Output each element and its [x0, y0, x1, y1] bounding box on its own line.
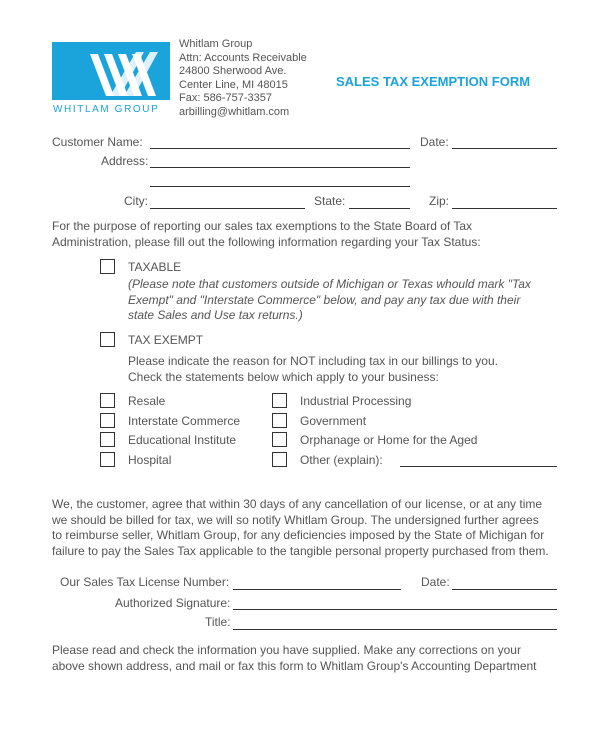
address-line: 24800 Sherwood Ave.	[179, 65, 287, 78]
intro-line: Administration, please fill out the following information regarding your Tax Status:	[52, 234, 481, 249]
tax-exempt-note-line: Check the statements below which apply to your business:	[128, 369, 439, 384]
license-number-label: Our Sales Tax License Number:	[60, 575, 230, 589]
agreement-line: We, the customer, agree that within 30 days of any cancellation of our license, or at any time	[52, 497, 543, 511]
company-address	[179, 38, 307, 120]
intro-paragraph	[52, 219, 481, 250]
taxable-checkbox[interactable]	[100, 259, 115, 274]
taxable-note-line: Exempt" and "Interstate Commerce" below, and pay any tax due with their	[128, 292, 521, 307]
zip-label: Zip:	[429, 194, 450, 208]
hospital-label: Hospital	[128, 453, 172, 467]
other-explain-field[interactable]	[400, 466, 557, 467]
form-title: SALES TAX EXEMPTION FORM	[336, 74, 531, 89]
industrial-processing-checkbox[interactable]	[272, 393, 287, 408]
interstate-commerce-label: Interstate Commerce	[128, 414, 241, 428]
hospital-checkbox[interactable]	[100, 452, 115, 467]
customer-name-field[interactable]	[150, 148, 410, 149]
agreement-line: we should be billed for tax, we will so notify Whitlam Group. The undersigned further agrees	[52, 512, 539, 527]
license-number-field[interactable]	[233, 589, 401, 590]
authorized-signature-label: Authorized Signature:	[115, 596, 231, 610]
address-line: Attn: Accounts Receivable	[179, 51, 307, 64]
government-checkbox[interactable]	[272, 413, 287, 428]
title-label: Title:	[205, 615, 231, 629]
signature-date-label: Date:	[421, 575, 450, 589]
taxable-note-line: state Sales and Use tax returns.)	[128, 308, 303, 322]
address-field-2[interactable]	[150, 186, 410, 187]
taxable-label: TAXABLE	[128, 260, 182, 274]
tax-exempt-note-line: Please indicate the reason for NOT including tax in our billings to you.	[128, 354, 498, 368]
date-label: Date:	[420, 135, 449, 149]
logo-text: WHITLAM GROUP	[53, 104, 160, 115]
other-checkbox[interactable]	[272, 452, 287, 467]
industrial-processing-label: Industrial Processing	[300, 394, 412, 408]
signature-date-field[interactable]	[452, 589, 557, 590]
government-label: Government	[300, 414, 367, 428]
title-field[interactable]	[233, 629, 557, 630]
agreement-paragraph	[52, 497, 549, 559]
company-logo	[52, 42, 170, 118]
logo-mark	[52, 42, 170, 100]
closing-paragraph	[52, 643, 537, 674]
educational-institute-checkbox[interactable]	[100, 432, 115, 447]
other-label: Other (explain):	[300, 453, 383, 467]
city-label: City:	[124, 194, 148, 208]
agreement-line: to reimburse seller, Whitlam Group, for any deficiencies imposed by the State of Michigan for	[52, 528, 545, 542]
intro-line: For the purpose of reporting our sales tax exemptions to the State Board of Tax	[52, 219, 473, 233]
address-line: Fax: 586-757-3357	[179, 92, 272, 105]
w-logo-icon	[52, 42, 170, 100]
taxable-note	[128, 277, 531, 324]
date-field[interactable]	[452, 148, 557, 149]
orphanage-checkbox[interactable]	[272, 432, 287, 447]
taxable-note-line: (Please note that customers outside of Michigan or Texas whould mark "Tax	[128, 277, 531, 291]
closing-line: Please read and check the information you have supplied. Make any corrections on your	[52, 643, 521, 657]
authorized-signature-field[interactable]	[233, 609, 557, 610]
state-field[interactable]	[349, 208, 410, 209]
address-email: arbilling@whitlam.com	[179, 105, 290, 118]
tax-exempt-note	[128, 354, 498, 385]
customer-name-label: Customer Name:	[52, 135, 143, 149]
educational-institute-label: Educational Institute	[128, 433, 237, 447]
tax-exempt-checkbox[interactable]	[100, 332, 115, 347]
city-field[interactable]	[150, 208, 305, 209]
closing-line: above shown address, and mail or fax this form to Whitlam Group's Accounting Department	[52, 658, 537, 673]
tax-exempt-label: TAX EXEMPT	[128, 333, 204, 347]
zip-field[interactable]	[452, 208, 557, 209]
resale-checkbox[interactable]	[100, 393, 115, 408]
address-line: Whitlam Group	[179, 38, 253, 50]
interstate-commerce-checkbox[interactable]	[100, 413, 115, 428]
address-label: Address:	[101, 154, 149, 168]
address-line: Center Line, MI 48015	[179, 78, 288, 91]
address-field[interactable]	[150, 167, 410, 168]
resale-label: Resale	[128, 394, 166, 408]
orphanage-label: Orphanage or Home for the Aged	[300, 433, 478, 447]
state-label: State:	[314, 194, 346, 208]
agreement-line: failure to pay the Sales Tax applicable to the tangible personal property purchased from them.	[52, 543, 549, 558]
